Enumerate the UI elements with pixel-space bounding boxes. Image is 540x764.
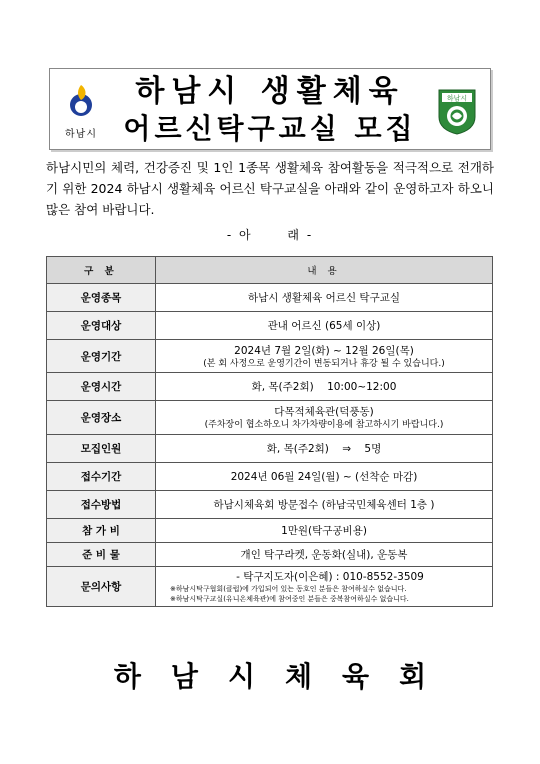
row-value: 하남시 생활체육 어르신 탁구교실	[156, 284, 493, 312]
hanam-city-logo	[58, 81, 104, 141]
table-row	[47, 373, 493, 401]
row-value: 2024년 7월 2일(화) ~ 12월 26일(목)	[234, 344, 414, 357]
row-label: 운영장소	[47, 401, 156, 435]
table-row	[47, 435, 493, 463]
title-banner	[49, 68, 491, 150]
row-label: 모집인원	[47, 435, 156, 463]
page-title-line2: 어르신탁구교실 모집	[123, 112, 417, 145]
row-value: 개인 탁구라켓, 운동화(실내), 운동복	[156, 543, 493, 567]
intro-paragraph: 하남시민의 체력, 건강증진 및 1인 1종목 생활체육 참여활동을 적극적으로 전개하기 위한 2024 하남시 생활체육 어르신 탁구교실을 아래와 같이 운영하고자 하오니 많은 참여 바랍니다.	[46, 160, 494, 217]
row-value: 하남시체육회 방문접수 (하남국민체육센터 1층 )	[156, 491, 493, 519]
table-row	[47, 340, 493, 373]
row-value: 화, 목(주2회) 10:00~12:00	[156, 373, 493, 401]
row-value: 다목적체육관(덕풍동)	[274, 406, 374, 418]
logo-city-name: 하남시	[65, 129, 97, 140]
table-row	[47, 463, 493, 491]
row-label: 운영종목	[47, 284, 156, 312]
emblem-label: 하남시	[446, 94, 468, 103]
organizer-name: 하남시체육회	[113, 660, 457, 693]
contact-line: - 탁구지도자(이은혜) : 010-8552-3509	[236, 571, 424, 583]
row-label: 접수방법	[47, 491, 156, 519]
row-label: 참 가 비	[47, 519, 156, 543]
page-title-line1: 하남시 생활체육	[135, 74, 405, 109]
table-row	[47, 312, 493, 340]
table-row	[47, 543, 493, 567]
info-table	[46, 256, 493, 607]
header-content: 내 용	[156, 257, 493, 284]
row-value: 2024년 06월 24일(월) ~ (선착순 마감)	[156, 463, 493, 491]
header-category: 구 분	[47, 257, 156, 284]
table-row	[47, 284, 493, 312]
notice-line-2: ※하남시탁구교실(유니온체육관)에 참여중인 분들은 중복참여하실수 없습니다.	[170, 595, 409, 603]
row-label: 운영시간	[47, 373, 156, 401]
table-row	[47, 567, 493, 607]
row-label: 운영대상	[47, 312, 156, 340]
row-label: 준 비 물	[47, 543, 156, 567]
table-row	[47, 519, 493, 543]
table-row	[47, 491, 493, 519]
row-subnote: (주차장이 협소하오니 차가차량이용에 참고하시기 바랍니다.)	[204, 420, 444, 430]
notice-line-1: ※하남시탁구협회(클럽)에 가입되어 있는 동호인 분들은 참여하실수 없습니다.	[170, 585, 407, 593]
row-value: 화, 목(주2회) ⇒ 5명	[156, 435, 493, 463]
sports-council-emblem-icon	[436, 87, 478, 135]
row-label: 문의사항	[47, 567, 156, 607]
hanam-logo-mark-icon	[68, 83, 94, 119]
table-row	[47, 401, 493, 435]
row-label: 운영기간	[47, 340, 156, 373]
section-divider-label: - 아 래 -	[226, 228, 314, 242]
row-value: 관내 어르신 (65세 이상)	[156, 312, 493, 340]
row-value: 1만원(탁구공비용)	[156, 519, 493, 543]
row-subnote: (본 회 사정으로 운영기간이 변동되거나 휴강 될 수 있습니다.)	[203, 358, 445, 369]
row-label: 접수기간	[47, 463, 156, 491]
table-header-row	[47, 257, 493, 284]
